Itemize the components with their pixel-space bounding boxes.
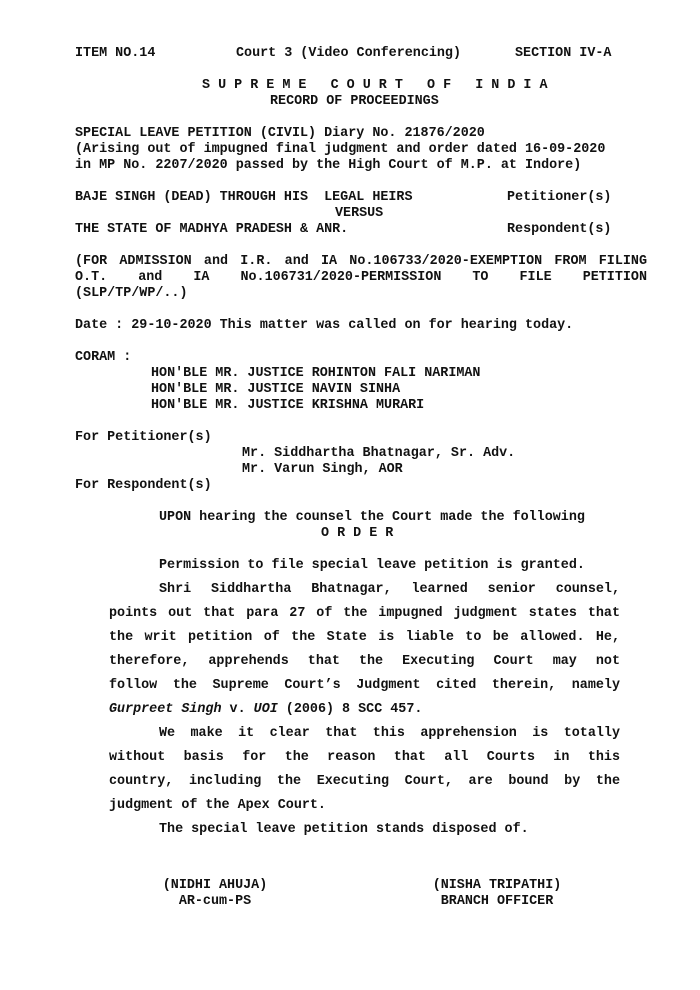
citation-case-name-1: Gurpreet Singh: [109, 702, 222, 717]
citation-versus: v.: [221, 702, 254, 717]
signatory-1-name: (NIDHI AHUJA): [162, 878, 268, 893]
ia-line-3: (SLP/TP/WP/..): [75, 286, 188, 301]
petitioner-counsel-label: For Petitioner(s): [75, 430, 212, 445]
section-label: SECTION IV-A: [515, 46, 612, 61]
order-para-2-line-4: therefore, apprehends that the Executing Court may not: [109, 654, 620, 669]
judge-1: HON'BLE MR. JUSTICE ROHINTON FALI NARIMAN: [151, 366, 481, 381]
order-para-4: The special leave petition stands disposed of.: [159, 822, 529, 837]
petition-title: SPECIAL LEAVE PETITION (CIVIL) Diary No. 21876/2020: [75, 126, 485, 141]
order-para-2-line-3: the writ petition of the State is liable to be allowed. He,: [109, 630, 620, 645]
petitioner-counsel-2: Mr. Varun Singh, AOR: [242, 462, 403, 477]
respondent-role: Respondent(s): [507, 222, 612, 237]
arising-line-1: (Arising out of impugned final judgment and order dated 16-09-2020: [75, 142, 606, 157]
versus: VERSUS: [335, 206, 384, 221]
hearing-date: Date : 29-10-2020 This matter was called on for hearing today.: [75, 318, 574, 333]
order-citation: [109, 702, 422, 718]
order-heading: O R D E R: [321, 526, 394, 541]
signatory-2-title: BRANCH OFFICER: [440, 894, 554, 909]
order-para-3-line-1: We make it clear that this apprehension is totally: [159, 726, 620, 741]
petitioner-role: Petitioner(s): [507, 190, 612, 205]
ia-line-2: O.T. and IA No.106731/2020-PERMISSION TO FILE PETITION: [75, 270, 647, 285]
order-para-3-line-3: country, including the Executing Court, are bound by the: [109, 774, 620, 789]
item-number: ITEM NO.14: [75, 46, 156, 61]
citation-reference: (2006) 8 SCC 457.: [277, 702, 423, 717]
record-title: RECORD OF PROCEEDINGS: [270, 94, 439, 109]
arising-line-2: in MP No. 2207/2020 passed by the High Court of M.P. at Indore): [75, 158, 582, 173]
order-para-3-line-4: judgment of the Apex Court.: [109, 798, 326, 813]
signatory-1-title: AR-cum-PS: [178, 894, 252, 909]
petitioner-counsel-1: Mr. Siddhartha Bhatnagar, Sr. Adv.: [242, 446, 516, 461]
upon-hearing: UPON hearing the counsel the Court made the following: [159, 510, 585, 525]
respondent-name: THE STATE OF MADHYA PRADESH & ANR.: [75, 222, 349, 237]
judge-3: HON'BLE MR. JUSTICE KRISHNA MURARI: [151, 398, 425, 413]
order-para-2-line-5: follow the Supreme Court’s Judgment cited therein, namely: [109, 678, 620, 693]
ia-line-1: (FOR ADMISSION and I.R. and IA No.106733/2020-EXEMPTION FROM FILING: [75, 254, 647, 269]
order-para-3-line-2: without basis for the reason that all Courts in this: [109, 750, 620, 765]
court-name: S U P R E M E C O U R T O F I N D I A: [202, 78, 548, 93]
respondent-counsel-label: For Respondent(s): [75, 478, 212, 493]
citation-case-name-2: UOI: [253, 702, 278, 717]
order-para-2-line-2: points out that para 27 of the impugned judgment states that: [109, 606, 620, 621]
order-para-1: Permission to file special leave petition is granted.: [159, 558, 585, 573]
order-para-2-line-1: Shri Siddhartha Bhatnagar, learned senior counsel,: [159, 582, 620, 597]
signatory-2-name: (NISHA TRIPATHI): [432, 878, 562, 893]
coram-label: CORAM :: [75, 350, 132, 365]
petitioner-name: BAJE SINGH (DEAD) THROUGH HIS LEGAL HEIRS: [75, 190, 413, 205]
court-label: Court 3 (Video Conferencing): [236, 46, 461, 61]
judge-2: HON'BLE MR. JUSTICE NAVIN SINHA: [151, 382, 401, 397]
